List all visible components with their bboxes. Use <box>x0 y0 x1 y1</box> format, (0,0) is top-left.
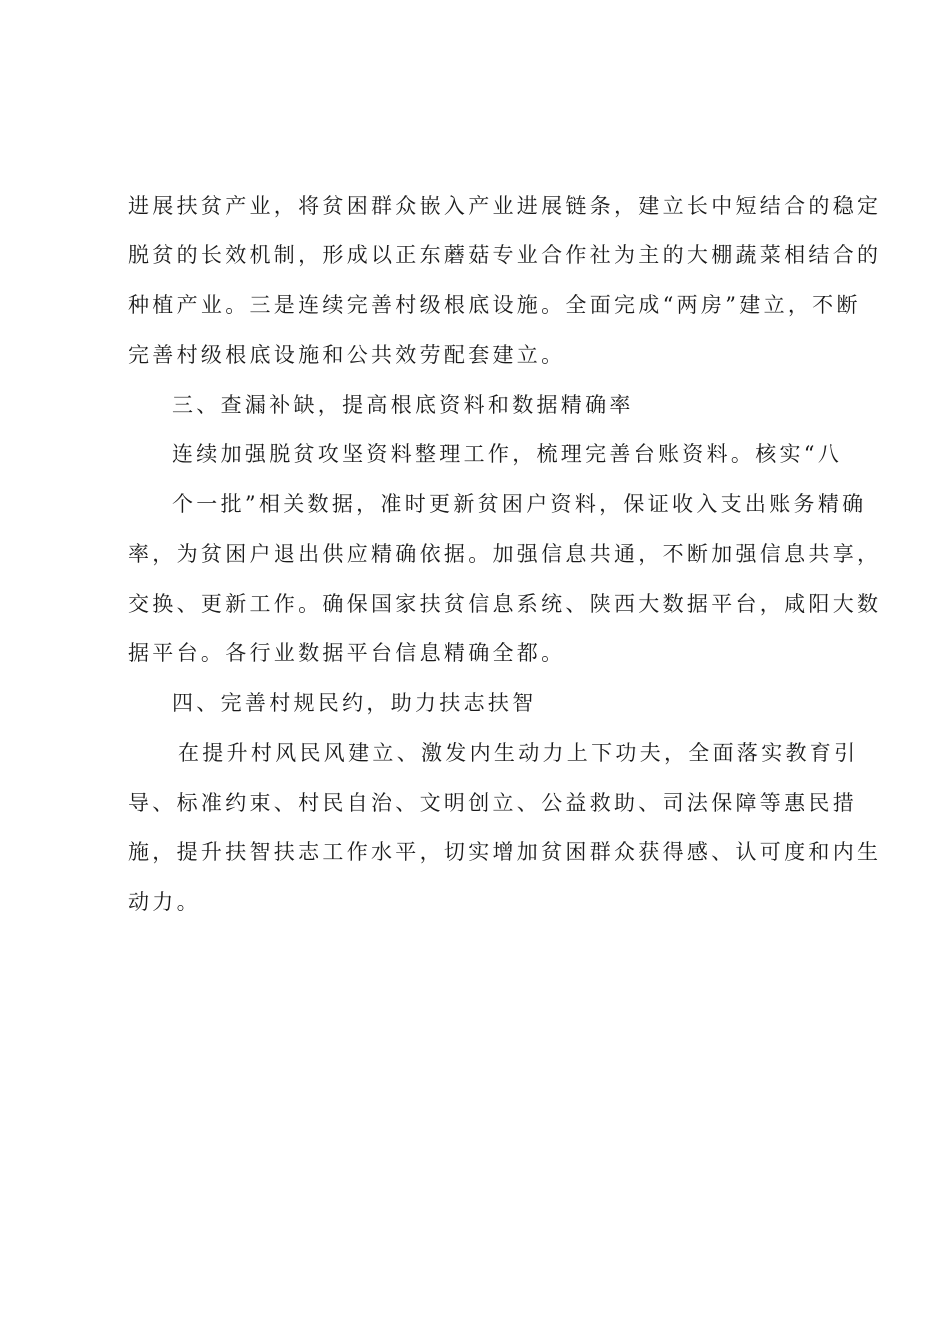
paragraph-line: 导、标准约束、村民自治、文明创立、公益救助、司法保障等惠民措 <box>128 791 857 815</box>
paragraph-line: 种植产业。三是连续完善村级根底设施。全面完成“两房”建立，不断 <box>128 293 861 317</box>
paragraph-line: 脱贫的长效机制，形成以正东蘑菇专业合作社为主的大棚蔬菜相结合的 <box>128 243 882 267</box>
paragraph-line: 个一批”相关数据，准时更新贫困户资料，保证收入支出账务精确 <box>172 492 867 516</box>
paragraph-line: 连续加强脱贫攻坚资料整理工作，梳理完善台账资料。核实“八 <box>172 442 843 466</box>
paragraph-line: 据平台。各行业数据平台信息精确全都。 <box>128 641 566 665</box>
paragraph-line: 进展扶贫产业，将贫困群众嵌入产业进展链条，建立长中短结合的稳定 <box>128 194 882 218</box>
paragraph-line: 完善村级根底设施和公共效劳配套建立。 <box>128 343 566 367</box>
paragraph-line: 在提升村风民风建立、激发内生动力上下功夫，全面落实教育引 <box>178 741 859 765</box>
paragraph-line: 动力。 <box>128 890 201 914</box>
section-heading-3: 三、查漏补缺，提高根底资料和数据精确率 <box>172 393 634 417</box>
paragraph-line: 交换、更新工作。确保国家扶贫信息系统、陕西大数据平台，咸阳大数 <box>128 592 882 616</box>
paragraph-line: 施，提升扶智扶志工作水平，切实增加贫困群众获得感、认可度和内生 <box>128 840 882 864</box>
section-heading-4: 四、完善村规民约，助力扶志扶智 <box>172 691 537 715</box>
paragraph-line: 率，为贫困户退出供应精确依据。加强信息共通，不断加强信息共享， <box>128 542 882 566</box>
